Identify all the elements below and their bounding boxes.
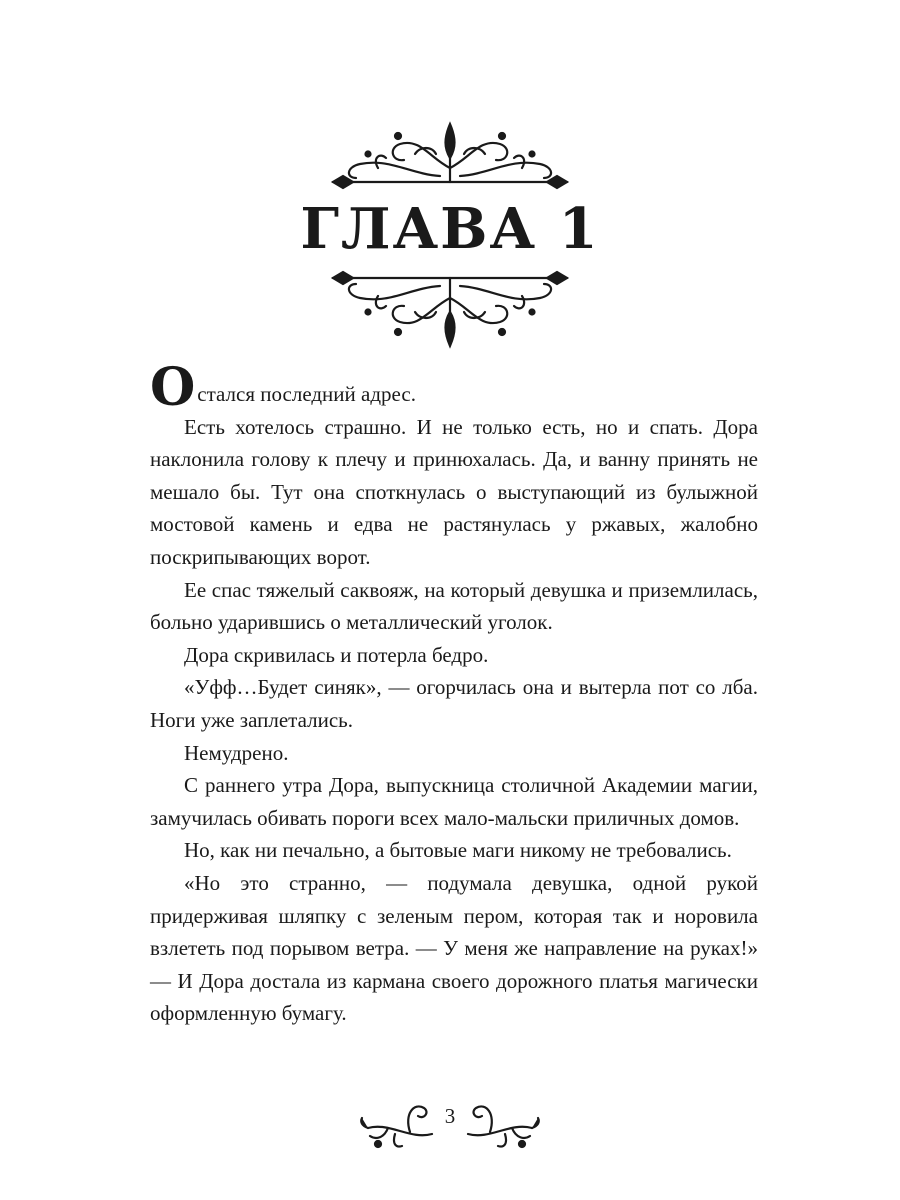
paragraph: Есть хотелось страшно. И не только есть, но и спать. Дора наклонила голову к плечу и принюхалась. Да, и ванну принять не мешало бы. Тут она споткнулась о выступающий из булыжной мостовой камень и едва не растянулась у ржавых, жалобно поскрипывающих ворот. [150,414,758,569]
paragraph: «Уфф…Будет синяк», — огорчилась она и вытерла пот со лба. Ноги уже заплетались. [150,675,758,732]
first-paragraph-text: стался последний адрес. [197,382,416,406]
bottom-ornament [0,268,900,350]
paragraph: Ее спас тяжелый саквояж, на который девушка и приземлилась, больно ударившись о металлический уголок. [150,577,758,635]
top-ornament [0,118,900,190]
paragraph: Дора скривилась и потерла бедро. [184,642,489,667]
paragraph: Немудрено. [184,740,289,765]
chapter-body [150,357,758,1030]
paragraph: Но, как ни печально, а бытовые маги никому не требовались. [184,838,732,863]
paragraph: «Но это странно, — подумала девушка, одной рукой придерживая шляпку с зеленым пером, которая так и норовила взлететь под порывом ветра. — У меня же направление на руках!» — И Дора достала из кармана своего дорожного платья магически оформленную бумагу. [150,870,758,1026]
first-paragraph [150,357,758,418]
page-number: 3 [444,1104,456,1128]
drop-cap: О [150,357,196,418]
paragraph: С раннего утра Дора, выпускница столичной Академии магии, замучилась обивать пороги всех мало-мальски приличных домов. [150,773,758,830]
chapter-title: ГЛАВА 1 [300,196,600,262]
